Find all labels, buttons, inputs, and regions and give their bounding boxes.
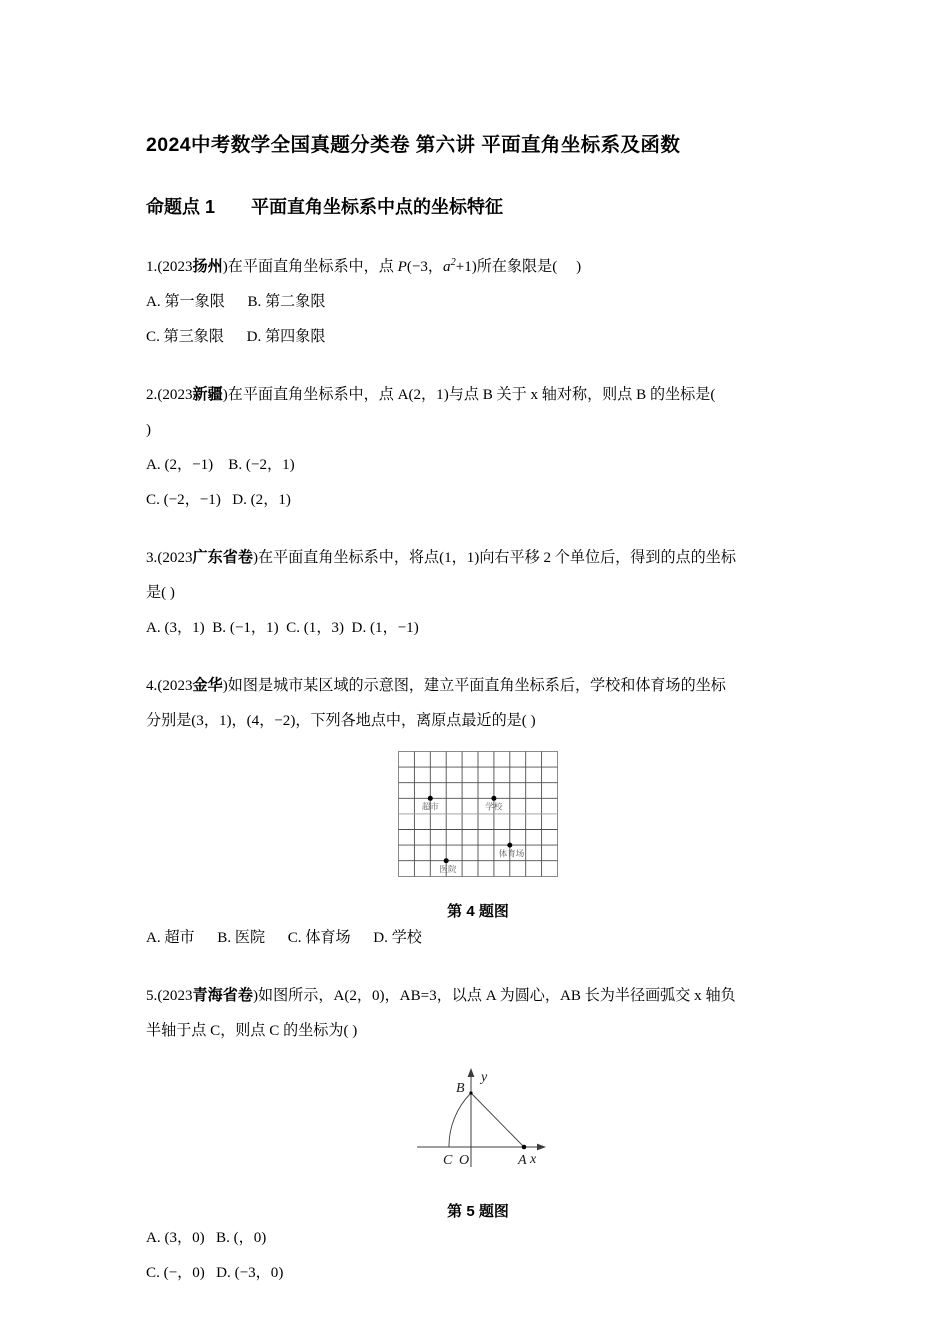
question-3-number: 3.	[146, 549, 158, 566]
question-2-options-row-2: C. (−2，−1) D. (2，1)	[146, 491, 291, 508]
question-2-stem-tail: )	[146, 421, 152, 438]
question-5-stem	[146, 978, 810, 1014]
question-4-source-suffix: )	[222, 677, 228, 694]
landmark-dot-supermarket	[428, 795, 433, 800]
question-5-figure-caption: 第 5 题图	[447, 1202, 509, 1220]
landmark-label-stadium: 体育场	[498, 847, 525, 858]
landmark-dot-school	[491, 795, 496, 800]
point-dot-b	[469, 1091, 472, 1094]
question-3-stem-tail: 是( )	[146, 584, 175, 601]
landmark-dot-hospital	[444, 858, 449, 863]
question-2-stem-text: 在平面直角坐标系中，点 A(2，1)与点 B 关于 x 轴对称，则点 B 的坐标是(	[227, 386, 716, 403]
y-axis-label: y	[481, 1069, 488, 1085]
question-1-options-row-2: C. 第三象限 D. 第四象限	[146, 328, 326, 345]
question-5-number: 5.	[146, 987, 158, 1004]
question-5-source-suffix: )	[252, 987, 258, 1004]
question-1	[146, 245, 810, 355]
question-4-options-row-1: A. 超市 B. 医院 C. 体育场 D. 学校	[146, 929, 422, 946]
question-5-province: 青海省卷	[192, 986, 253, 1004]
landmark-label-hospital: 医院	[439, 863, 457, 874]
question-2-province: 新疆	[192, 385, 223, 403]
question-3-province: 广东省卷	[192, 548, 253, 566]
page-title: 2024中考数学全国真题分类卷 第六讲 平面直角坐标系及函数	[146, 134, 681, 156]
question-1-stem	[146, 245, 810, 285]
section-name: 平面直角坐标系中点的坐标特征	[251, 197, 504, 218]
landmark-dot-stadium	[507, 842, 512, 847]
question-4-figure	[146, 749, 810, 884]
question-1-number: 1.	[146, 258, 158, 275]
question-5-options-row-1: A. (3，0) B. (，0)	[146, 1229, 267, 1246]
question-2-source-suffix: )	[222, 386, 228, 403]
question-1-stem-a: 在平面直角坐标系中，点	[227, 258, 398, 275]
question-4-stem	[146, 668, 810, 704]
question-1-stem-d: )	[576, 258, 582, 275]
point-label-a: A	[518, 1152, 527, 1168]
question-5	[146, 978, 810, 1291]
question-1-stem-c: +1)所在象限是(	[455, 258, 558, 275]
question-1-province: 扬州	[192, 257, 223, 275]
point-label-o: O	[459, 1152, 470, 1168]
x-axis-arrow	[537, 1143, 546, 1150]
question-3-options-row-1: A. (3，1) B. (−1，1) C. (1，3) D. (1，−1)	[146, 619, 419, 636]
segment-ba	[471, 1093, 524, 1147]
landmark-label-supermarket: 超市	[421, 801, 439, 812]
question-1-var-a: a	[443, 258, 451, 275]
question-2-number: 2.	[146, 386, 158, 403]
arc-bc	[449, 1093, 471, 1147]
question-1-answer-blank	[557, 259, 576, 275]
question-2-source-prefix: (2023	[157, 386, 193, 403]
y-axis-arrow	[468, 1068, 475, 1077]
coordinate-plane-diagram	[403, 1059, 553, 1179]
question-1-stem-b: (−3，	[406, 258, 444, 275]
question-4-stem-text: 如图是城市某区域的示意图，建立平面直角坐标系后，学校和体育场的坐标	[227, 677, 726, 694]
section-label: 命题点 1	[146, 197, 216, 218]
question-3-source-suffix: )	[252, 549, 258, 566]
question-2	[146, 377, 810, 518]
x-axis-label: x	[530, 1151, 537, 1167]
point-label-c: C	[443, 1152, 453, 1168]
section-heading	[146, 158, 810, 219]
landmark-label-school: 学校	[485, 801, 503, 812]
question-4-figure-caption: 第 4 题图	[447, 902, 509, 920]
question-1-exponent: 2	[450, 256, 456, 268]
question-3-source-prefix: (2023	[157, 549, 193, 566]
question-1-source-suffix: )	[222, 258, 228, 275]
question-4-province: 金华	[192, 676, 223, 694]
point-label-b: B	[456, 1080, 465, 1096]
question-4	[146, 668, 810, 956]
question-5-source-prefix: (2023	[157, 987, 193, 1004]
question-5-stem-text: 如图所示，A(2，0)，AB=3，以点 A 为圆心，AB 长为半径画弧交 x 轴负	[257, 987, 736, 1004]
question-1-source-prefix: (2023	[157, 258, 193, 275]
question-3-stem	[146, 540, 810, 576]
question-5-options-row-2: C. (−，0) D. (−3，0)	[146, 1264, 284, 1281]
question-4-number: 4.	[146, 677, 158, 694]
question-4-source-prefix: (2023	[157, 677, 193, 694]
question-5-figure	[146, 1059, 810, 1184]
question-1-point-p: P	[397, 258, 407, 275]
question-5-stem-tail: 半轴于点 C，则点 C 的坐标为( )	[146, 1022, 358, 1039]
question-2-options-row-1: A. (2，−1) B. (−2，1)	[146, 456, 295, 473]
point-dot-a	[522, 1144, 527, 1149]
question-4-stem-tail: 分别是(3，1)，(4，−2)，下列各地点中，离原点最近的是( )	[146, 712, 536, 729]
city-grid-diagram	[396, 749, 560, 879]
question-3	[146, 540, 810, 646]
question-1-options-row-1: A. 第一象限 B. 第二象限	[146, 293, 326, 310]
question-3-stem-text: 在平面直角坐标系中，将点(1，1)向右平移 2 个单位后，得到的点的坐标	[257, 549, 736, 566]
question-2-stem	[146, 377, 810, 413]
